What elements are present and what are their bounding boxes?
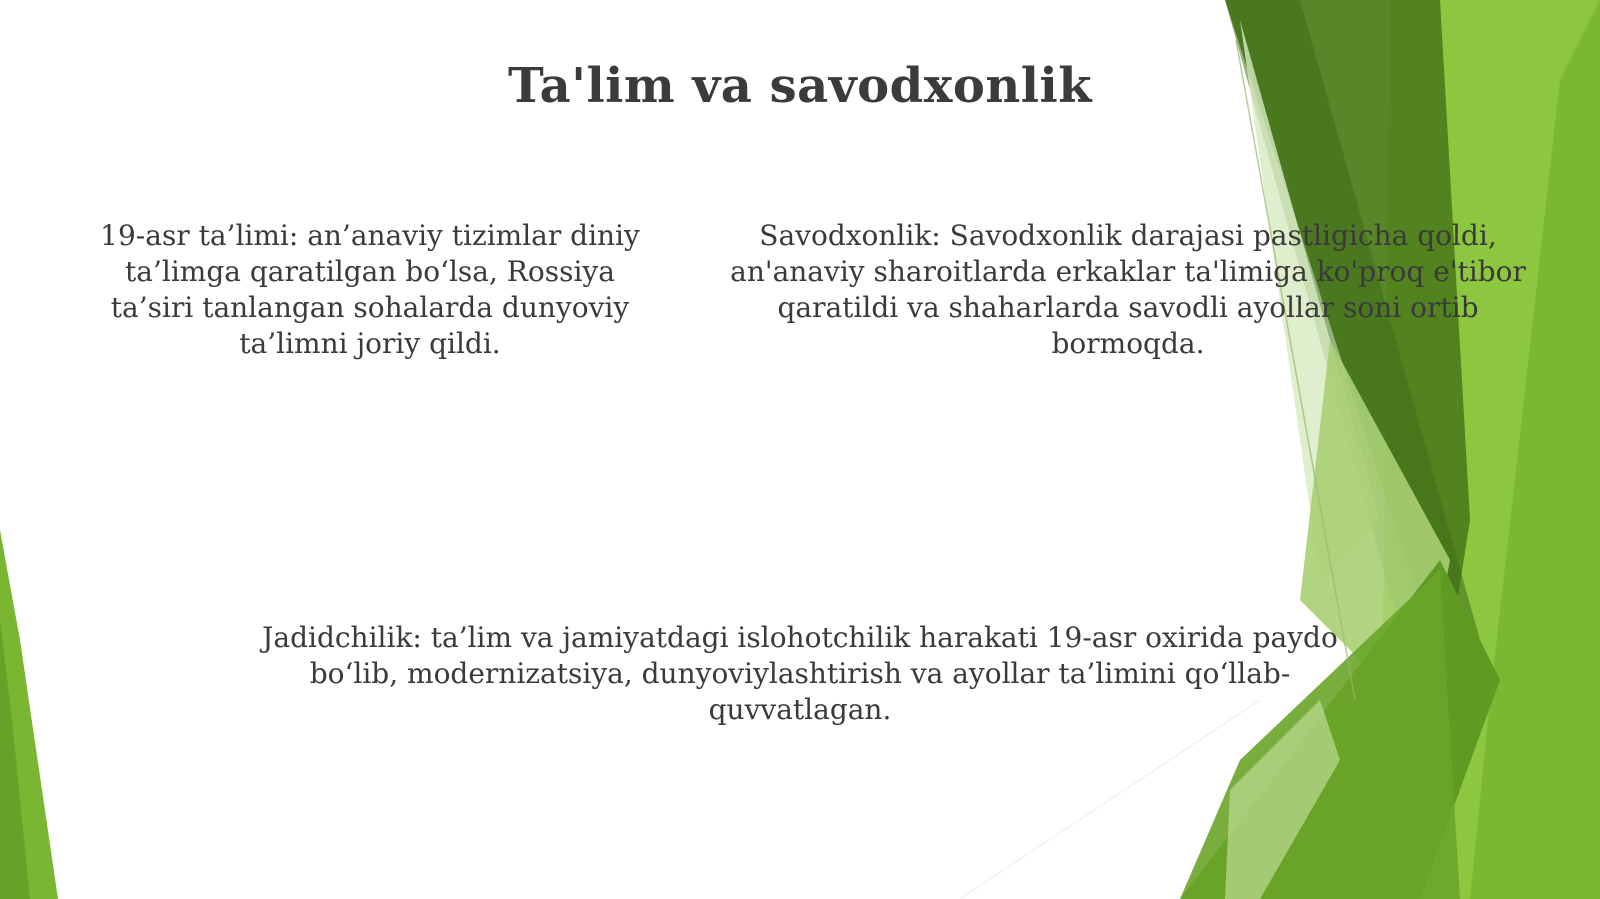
slide-title: Ta'lim va savodxonlik [508,58,1092,114]
text-block-education-19th-century: 19-asr ta’limi: an’anaviy tizimlar diniy ta’limga qaratilgan bo‘lsa, Rossiya ta’siri tanlangan sohalarda dunyoviy ta’limni joriy qildi. [100,219,640,360]
text-block-jadidism: Jadidchilik: ta’lim va jamiyatdagi islohotchilik harakati 19-asr oxirida paydo bo‘lib, modernizatsiya, dunyoviylashtirish va ayollar ta’limini qo‘llab-quvvatlagan. [262,621,1338,726]
text-block-literacy: Savodxonlik: Savodxonlik darajasi pastligicha qoldi, an'anaviy sharoitlarda erkaklar ta'limiga ko'proq e'tibor qaratildi va shaharlarda savodli ayollar soni ortib bormoqda. [730,219,1526,360]
